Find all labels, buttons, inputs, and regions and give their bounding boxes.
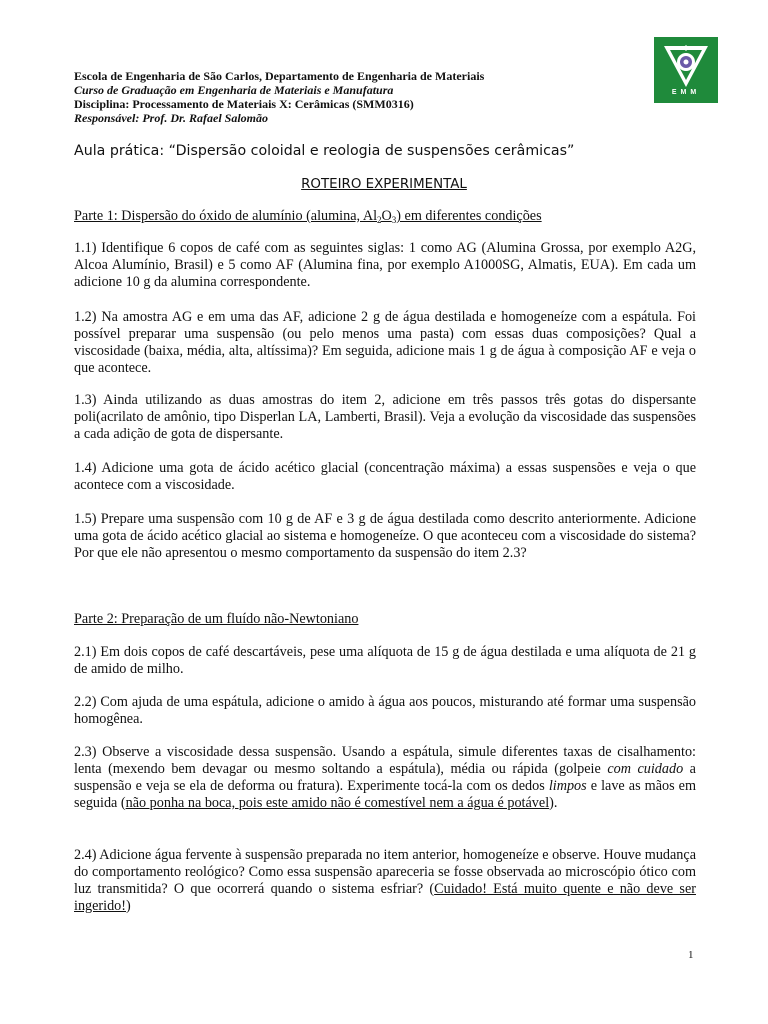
part1-heading: Parte 1: Dispersão do óxido de alumínio (alumina, $Al_2O_3$) em diferentes condições [74,208,542,225]
paragraph-1-1: 1.1) Identifique 6 copos de café com as seguintes siglas: 1 como AG (Alumina Grossa, por exemplo A2G, Alcoa Alumínio, Brasil) e 5 como AF (Alumina fina, por exemplo A1000SG, Almatis, EUA). Em cada um adicione 10 g da alumina correspondente. [74,240,696,290]
paragraph-1-2: 1.2) Na amostra AG e em uma das AF, adicione 2 g de água destilada e homogeneíze com a espátula. Foi possível preparar uma suspensão (ou pelo menos uma pasta) com essas duas composições? Qual a viscosidade (baixa, média, alta, altíssima)? Em seguida, adicione mais 1 g de água à composição AF e veja o que acontece. [74,309,696,376]
document-subtitle: ROTEIRO EXPERIMENTAL [301,177,467,192]
paragraph-1-3: 1.3) Ainda utilizando as duas amostras do item 2, adicione em três passos três gotas do dispersante poli(acrilato de amônio, tipo Disperlan LA, Lamberti, Brasil). Veja a evolução da viscosidade das suspensões a cada adição de gota de dispersante. [74,392,696,442]
header-discipline: Disciplina: Processamento de Materiais X: Cerâmicas (SMM0316) [74,97,414,111]
part2-heading: Parte 2: Preparação de um fluído não-Newtoniano [74,611,359,627]
paragraph-2-2: 2.2) Com ajuda de uma espátula, adicione o amido à água aos poucos, misturando até formar uma suspensão homogênea. [74,694,696,727]
paragraph-2-4: 2.4) Adicione água fervente à suspensão preparada no item anterior, homogeneíze e observe. Houve mudança do comportamento reológico? Como essa suspensão apareceria se fosse observada ao microscópio ótico com luz transmitida? O que ocorrerá quando o sistema esfriar? (Cuidado! Está muito quente e não deve ser ingerido!) [74,847,696,914]
header-school: Escola de Engenharia de São Carlos, Departamento de Engenharia de Materiais [74,69,485,83]
paragraph-2-1: 2.1) Em dois copos de café descartáveis, pese uma alíquota de 15 g de água destilada e uma alíquota de 21 g de amido de milho. [74,644,696,677]
page-number: 1 [688,949,694,961]
paragraph-1-5: 1.5) Prepare uma suspensão com 10 g de AF e 3 g de água destilada como descrito anteriormente. Adicione uma gota de ácido acético glacial ao sistema e homogeneíze. O que aconteceu com a viscosidade do sistema? Por que ele não apresentou o mesmo comportamento da suspensão do item 2.3? [74,511,696,561]
header-block [74,69,634,125]
paragraph-1-4: 1.4) Adicione uma gota de ácido acético glacial (concentração máxima) a essas suspensões e veja o que acontece com a viscosidade. [74,460,696,493]
header-responsible: Responsável: Prof. Dr. Rafael Salomão [74,111,268,125]
document-title: Aula prática: “Dispersão coloidal e reologia de suspensões cerâmicas” [74,143,575,159]
emm-logo [654,37,718,103]
header-course: Curso de Graduação em Engenharia de Materiais e Manufatura [74,83,394,97]
logo-text: EMM [671,89,701,96]
paragraph-2-3: 2.3) Observe a viscosidade dessa suspensão. Usando a espátula, simule diferentes taxas de cisalhamento: lenta (mexendo bem devagar ou mesmo soltando a espátula), média ou rápida (golpeie com cuidado a suspensão e veja se ela de deforma ou fratura). Experimente tocá-la com os dedos limpos e lave as mãos em seguida (não ponha na boca, pois este amido não é comestível nem a água é potável). [74,744,697,811]
